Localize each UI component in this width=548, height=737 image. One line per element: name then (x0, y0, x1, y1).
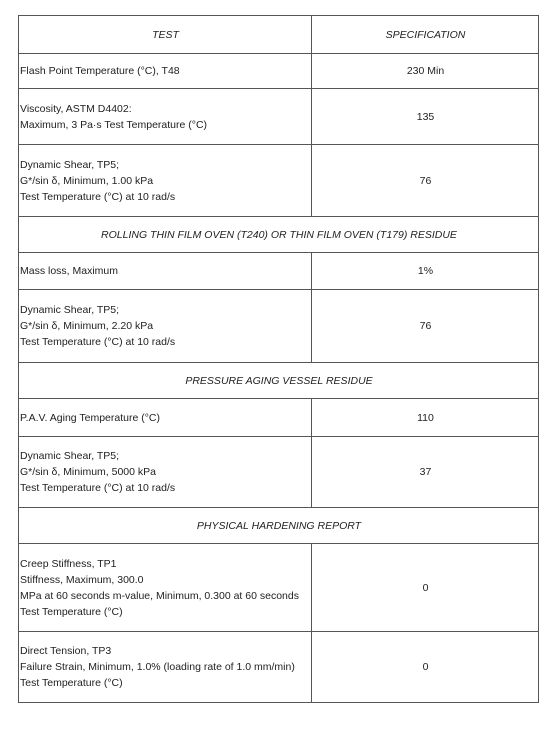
test-line: Test Temperature (°C) at 10 rad/s (20, 482, 176, 494)
table-row (19, 399, 539, 437)
table-row (19, 437, 539, 508)
test-line: P.A.V. Aging Temperature (°C) (20, 411, 161, 424)
test-line: Flash Point Temperature (°C), T48 (20, 65, 180, 77)
test-line: G*/sin δ, Minimum, 1.00 kPa (20, 174, 154, 187)
section-row (19, 217, 539, 253)
test-cell (19, 632, 312, 703)
test-line: Test Temperature (°C) (20, 677, 123, 689)
table-row (19, 145, 539, 217)
specification-value: 37 (312, 437, 539, 508)
specification-value: 135 (312, 89, 539, 145)
test-line: Test Temperature (°C) at 10 rad/s (20, 190, 176, 203)
test-cell (19, 290, 312, 363)
test-line: Creep Stiffness, TP1 (20, 557, 117, 570)
test-line: Failure Strain, Minimum, 1.0% (loading rate of 1.0 mm/min) (20, 661, 295, 673)
test-line: Test Temperature (°C) (20, 605, 123, 618)
test-line: Dynamic Shear, TP5; (20, 304, 120, 316)
test-line: Stiffness, Maximum, 300.0 (20, 573, 144, 586)
table-row (19, 253, 539, 290)
specification-value: 230 Min (312, 54, 539, 89)
test-cell (19, 437, 312, 508)
test-line: Direct Tension, TP3 (20, 645, 112, 657)
test-cell (19, 544, 312, 632)
table-header-row (19, 16, 539, 54)
table-row (19, 290, 539, 363)
test-cell (19, 145, 312, 217)
section-row (19, 508, 539, 544)
test-line: Mass loss, Maximum (20, 265, 119, 277)
test-line: MPa at 60 seconds m-value, Minimum, 0.300 at 60 seconds (20, 589, 299, 602)
section-title: PHYSICAL HARDENING REPORT (19, 508, 539, 544)
specification-value: 0 (312, 632, 539, 703)
table-row (19, 544, 539, 632)
specification-value: 76 (312, 145, 539, 217)
table-row (19, 632, 539, 703)
specification-value: 76 (312, 290, 539, 363)
test-cell (19, 253, 312, 290)
header-specification: SPECIFICATION (312, 16, 539, 54)
test-line: Dynamic Shear, TP5; (20, 158, 120, 171)
specification-table (18, 15, 539, 703)
table-row (19, 89, 539, 145)
specification-value: 0 (312, 544, 539, 632)
section-title: ROLLING THIN FILM OVEN (T240) OR THIN FILM OVEN (T179) RESIDUE (19, 217, 539, 253)
section-title: PRESSURE AGING VESSEL RESIDUE (19, 363, 539, 399)
test-line: G*/sin δ, Minimum, 2.20 kPa (20, 320, 154, 332)
test-cell (19, 89, 312, 145)
test-line: Maximum, 3 Pa·s Test Temperature (°C) (20, 118, 208, 131)
specification-value: 110 (312, 399, 539, 437)
header-test: TEST (19, 16, 312, 54)
test-line: Dynamic Shear, TP5; (20, 450, 120, 462)
test-line: G*/sin δ, Minimum, 5000 kPa (20, 466, 156, 478)
test-cell (19, 54, 312, 89)
table-row (19, 54, 539, 89)
specification-value: 1% (312, 253, 539, 290)
test-line: Viscosity, ASTM D4402: (20, 102, 132, 115)
test-line: Test Temperature (°C) at 10 rad/s (20, 336, 176, 348)
test-cell (19, 399, 312, 437)
section-row (19, 363, 539, 399)
table-body (19, 54, 539, 703)
